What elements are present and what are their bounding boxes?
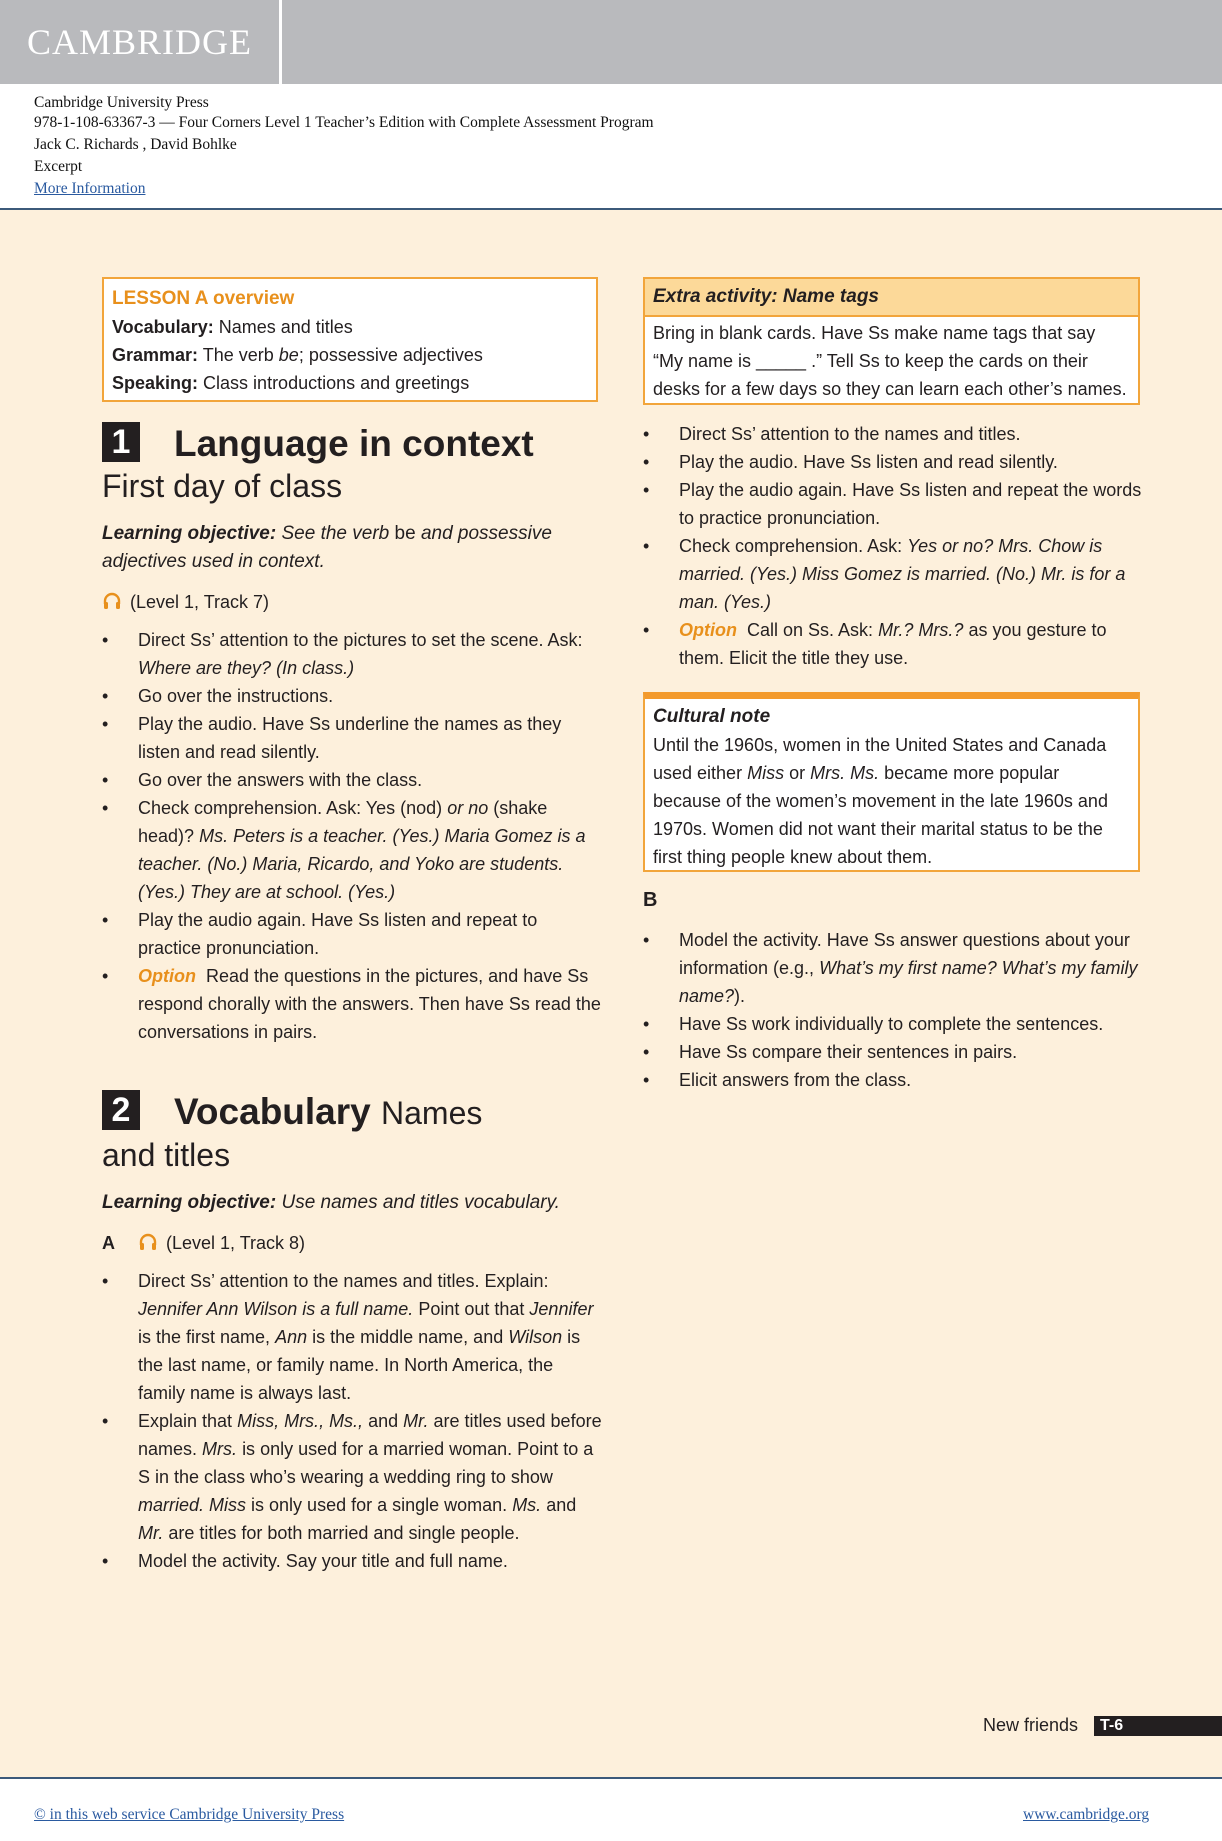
publication-info (0, 84, 1222, 210)
list-item: • Check comprehension. Ask: Yes (nod) or no (shake head)? Ms. Peters is a teacher. (Yes.) Maria Gomez is a teacher. (No.) Maria, Ricardo, and Yoko are students. (Yes.) They are at school. (Yes.) (102, 794, 602, 906)
section-2-heading: 2 Vocabulary Names (102, 1090, 602, 1135)
audio-track: (Level 1, Track 7) (102, 588, 602, 616)
list-item: • Direct Ss’ attention to the names and titles. (643, 420, 1143, 448)
list-item: • Have Ss work individually to complete the sentences. (643, 1010, 1143, 1038)
list-item: • Play the audio again. Have Ss listen and repeat to practice pronunciation. (102, 906, 602, 962)
list-item: • Option Read the questions in the pictures, and have Ss respond chorally with the answers. Then have Ss read the conversations in pairs. (102, 962, 602, 1046)
extra-activity-box (643, 277, 1140, 405)
section-2-bullets (102, 1267, 602, 1575)
list-item: • Play the audio. Have Ss listen and read silently. (643, 448, 1143, 476)
list-item: • Model the activity. Say your title and full name. (102, 1547, 602, 1575)
overview-grammar: Grammar: The verb be; possessive adjectives (112, 345, 483, 365)
authors: Jack C. Richards , David Bohlke (34, 136, 237, 153)
section-1-subtitle: First day of class (102, 468, 343, 504)
cultural-note-box (643, 692, 1140, 872)
learning-objective: Learning objective: Use names and titles vocabulary. (102, 1192, 560, 1213)
section-1-bullets (102, 626, 602, 1046)
more-information-link[interactable]: More Information (34, 180, 146, 197)
header-bar (0, 0, 1222, 84)
list-item: • Go over the instructions. (102, 682, 602, 710)
list-item: • Elicit answers from the class. (643, 1066, 1143, 1094)
lesson-overview-box (102, 277, 598, 402)
section-1-heading: 1 Language in context (102, 422, 602, 466)
extra-activity-body: Bring in blank cards. Have Ss make name tags that say “My name is _____ .” Tell Ss to keep the cards on their desks for a few days so they can learn each other’s names. (653, 323, 1127, 399)
audio-track: A (Level 1, Track 8) (102, 1229, 602, 1257)
publisher: Cambridge University Press (34, 94, 209, 111)
cultural-note-title: Cultural note (653, 706, 771, 727)
headphones-icon (102, 591, 122, 611)
section-2-subtitle: and titles (102, 1137, 231, 1173)
list-item: • Check comprehension. Ask: Yes or no? Mrs. Chow is married. (Yes.) Miss Gomez is married. (No.) Mr. is for a man. (Yes.) (643, 532, 1143, 616)
list-item: • Play the audio again. Have Ss listen and repeat the words to practice pronunciation. (643, 476, 1143, 532)
list-item: • Go over the answers with the class. (102, 766, 602, 794)
overview-title: LESSON A overview (112, 288, 295, 309)
section-number-badge: 1 (102, 422, 140, 462)
isbn-title: 978-1-108-63367-3 — Four Corners Level 1 Teacher’s Edition with Complete Assessment Program (34, 114, 654, 131)
list-item: • Model the activity. Have Ss answer questions about your information (e.g., What’s my first name? What’s my family name?). (643, 926, 1143, 1010)
unit-name: New friends (983, 1715, 1079, 1735)
overview-speaking: Speaking: Class introductions and greetings (112, 373, 470, 393)
cambridge-logo: CAMBRIDGE (0, 0, 282, 84)
overview-vocabulary: Vocabulary: Names and titles (112, 317, 353, 337)
part-b (643, 886, 1143, 1094)
copyright-link[interactable]: © in this web service Cambridge University Press (34, 1806, 345, 1823)
list-item: • Explain that Miss, Mrs., Ms., and Mr. are titles used before names. Mrs. is only used for a married woman. Point to a S in the class who’s wearing a wedding ring to show married. Miss is only used for a single woman. Ms. and Mr. are titles for both married and single people. (102, 1407, 602, 1547)
learning-objective: Learning objective: See the verb be and possessive adjectives used in context. (102, 523, 552, 572)
part-label: A (102, 1233, 115, 1253)
footer (0, 1777, 1222, 1841)
section-number-badge: 2 (102, 1090, 140, 1130)
list-item: • Option Call on Ss. Ask: Mr.? Mrs.? as you gesture to them. Elicit the title they use. (643, 616, 1143, 672)
website-link[interactable]: www.cambridge.org (1023, 1806, 1150, 1823)
extra-activity-title: Extra activity: Name tags (645, 279, 1138, 317)
list-item: • Direct Ss’ attention to the pictures to set the scene. Ask: Where are they? (In class.) (102, 626, 602, 682)
section-1 (102, 422, 602, 1046)
right-bullets (643, 420, 1143, 672)
list-item: • Have Ss compare their sentences in pairs. (643, 1038, 1143, 1066)
list-item: • Direct Ss’ attention to the names and titles. Explain: Jennifer Ann Wilson is a full name. Point out that Jennifer is the first name, Ann is the middle name, and Wilson is the last name, or family name. In North America, the family name is always last. (102, 1267, 602, 1407)
excerpt-label: Excerpt (34, 158, 83, 175)
list-item: • Play the audio. Have Ss underline the names as they listen and read silently. (102, 710, 602, 766)
part-b-label: B (643, 889, 658, 911)
headphones-icon (138, 1232, 158, 1252)
page-number: T-6 (1094, 1716, 1222, 1736)
section-2 (102, 1090, 602, 1575)
cultural-note-body: Until the 1960s, women in the United States and Canada used either Miss or Mrs. Ms. became more popular because of the women’s movement in the late 1960s and 1970s. Women did not want their marital status to be the first thing people knew about them. (653, 735, 1108, 867)
